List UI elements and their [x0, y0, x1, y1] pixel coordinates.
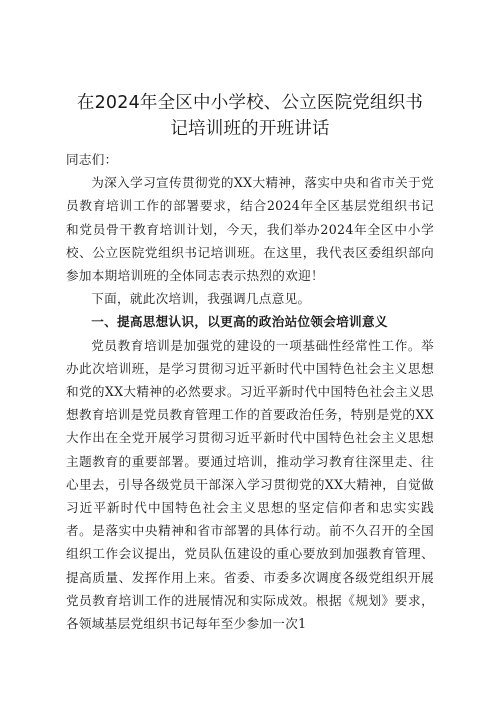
document-body	[66, 148, 434, 635]
title-line-2: 记培训班的开班讲话	[170, 119, 330, 139]
title-line-1: 在2024年全区中小学校、公立医院党组织书	[76, 93, 424, 113]
section-1-paragraph: 党员教育培训是加强党的建设的一项基础性经常性工作。举办此次培训班，是学习贯彻习近平新时代中国特色社会主义思想和党的XX大精神的必然要求。习近平新时代中国特色社会主义思想教育培训是党员教育管理工作的首要政治任务，特别是党的XX大作出在全党开展学习贯彻习近平新时代中国特色社会主义思想主题教育的重要部署。要通过培训，推动学习教育往深里走、往心里去，引导各级党员干部深入学习贯彻党的XX大精神，自觉做习近平新时代中国特色社会主义思想的坚定信仰者和忠实实践者。是落实中央精神和省市部署的具体行动。前不久召开的全国组织工作会议提出，党员队伍建设的重心要放到加强教育管理、提高质量、发挥作用上来。省委、市委多次调度各级党组织开展党员教育培训工作的进展情况和实际成效。根据《规划》要求，各领域基层党组织书记每年至少参加一次1	[66, 337, 434, 632]
paragraph-intro: 为深入学习宣传贯彻党的XX大精神，落实中央和省市关于党员教育培训工作的部署要求，结合2024年全区基层党组织书记和党员骨干教育培训计划，今天，我们举办2024年全区中小学校、公立医院党组织书记培训班。在这里，我代表区委组织部向参加本期培训班的全体同志表示热烈的欢迎！	[66, 175, 434, 284]
document-title	[66, 90, 434, 142]
paragraph-transition: 下面，就此次培训，我强调几点意见。	[91, 291, 311, 307]
greeting: 同志们：	[66, 152, 118, 167]
section-heading-1: 一、提高思想认识，以更高的政治站位领会培训意义	[91, 314, 388, 330]
